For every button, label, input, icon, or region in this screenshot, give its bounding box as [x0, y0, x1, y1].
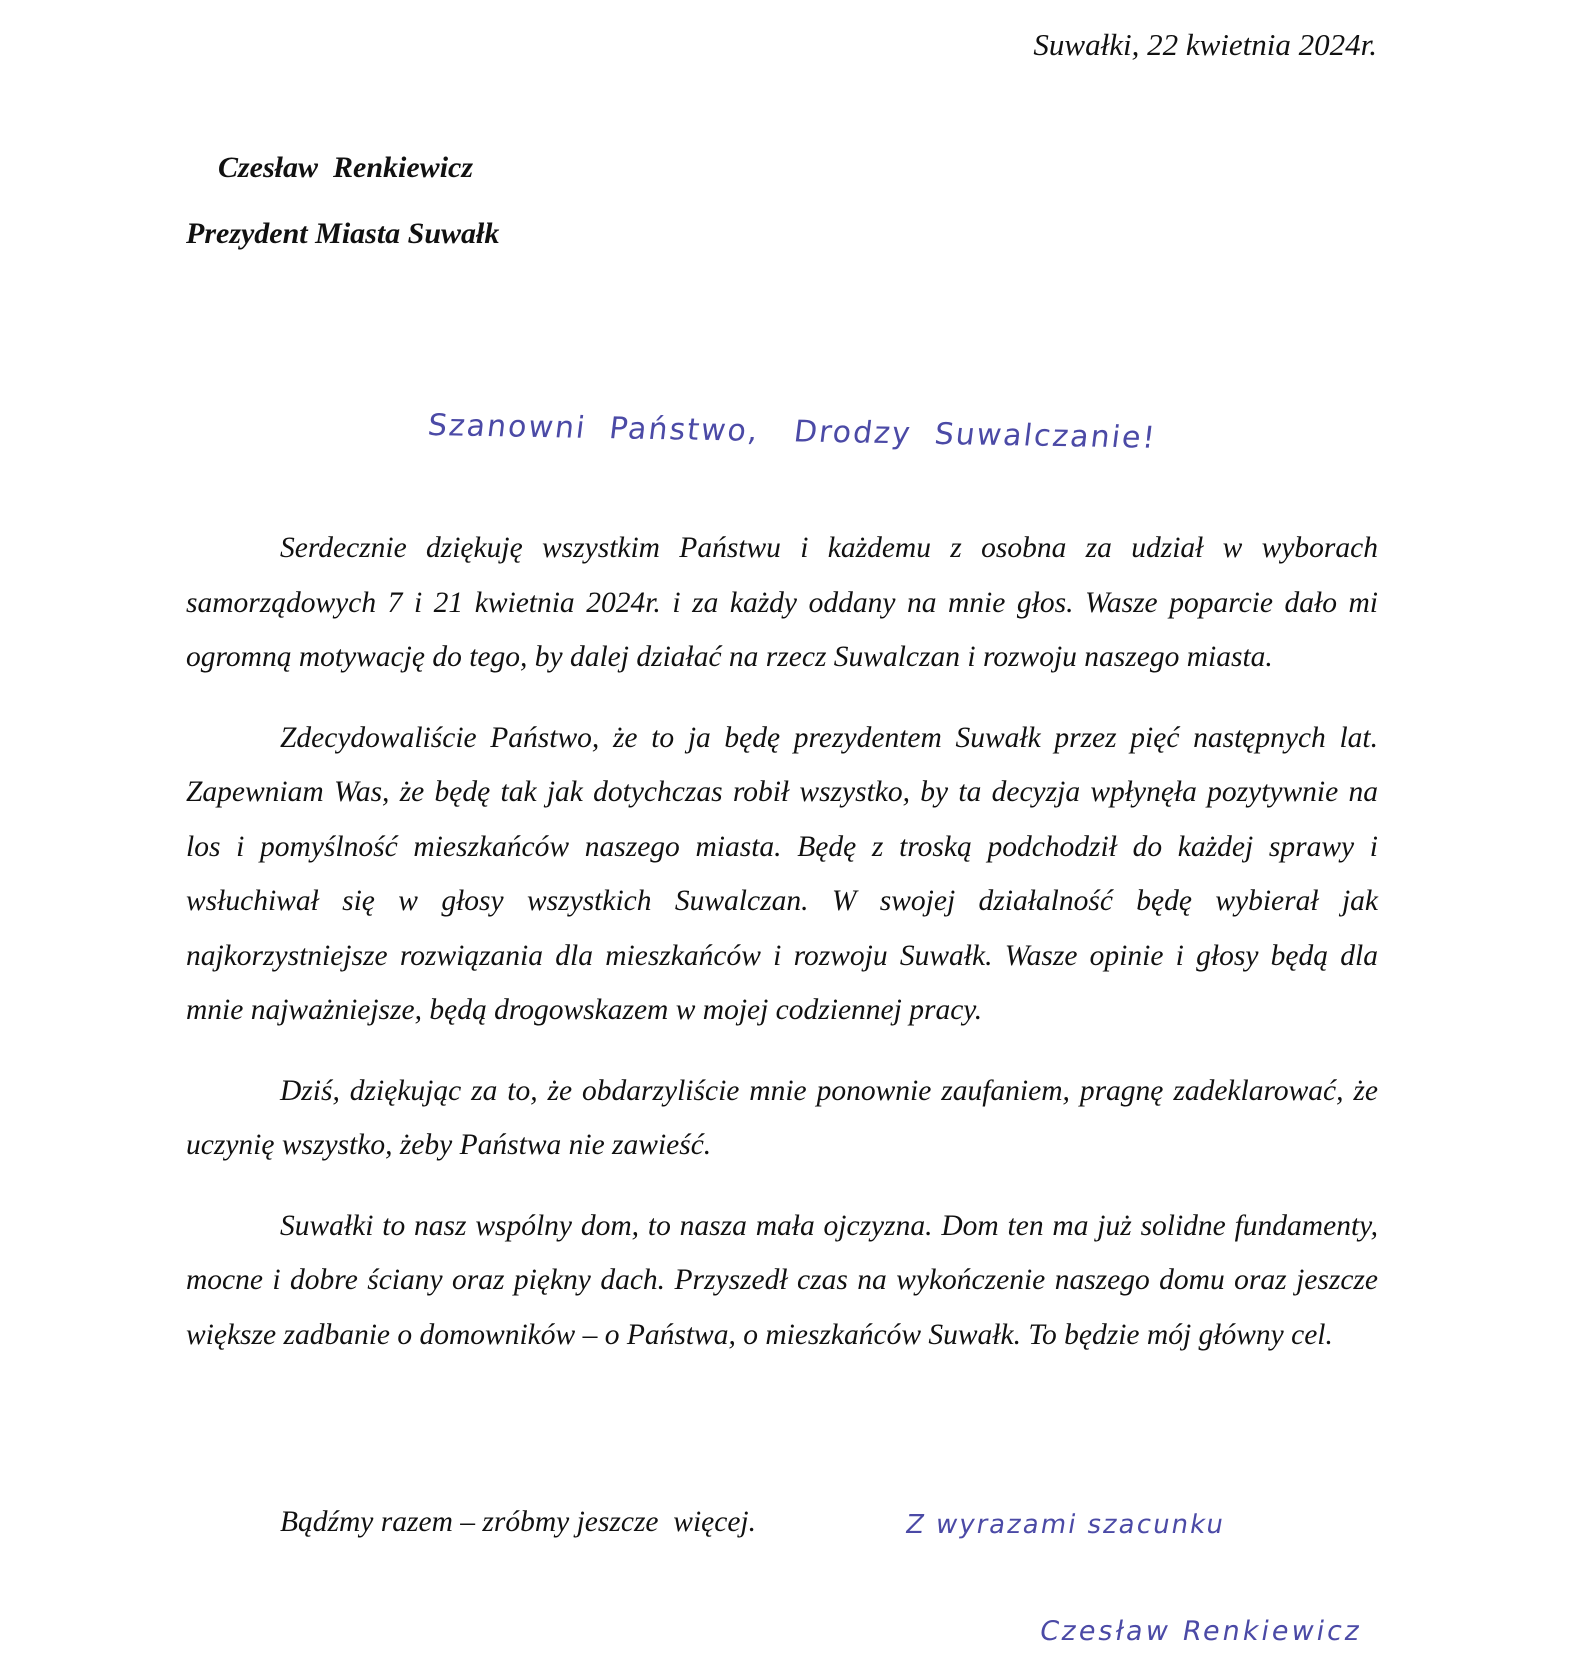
body-paragraph: Zdecydowaliście Państwo, że to ja będę prezydentem Suwałk przez pięć następnych lat. Zapewniam Was, że będę tak jak dotychczas robił wszystko, by ta decyzja wpłynęła pozytywnie na los i pomyślność mieszkańców naszego miasta. Będę z troską podchodził do każdej sprawy i wsłuchiwał się w głosy wszystkich Suwalczan. W swojej działalność będę wybierał jak najkorzystniejsze rozwiązania dla mieszkańców i rozwoju Suwałk. Wasze opinie i głosy będą dla mnie najważniejsze, będą drogowskazem w mojej codziennej pracy. — [186, 721, 1378, 1026]
sender-title-heading: Prezydent Miasta Suwałk — [186, 217, 500, 250]
body-paragraph: Suwałki to nasz wspólny dom, to nasza mała ojczyzna. Dom ten ma już solidne fundamenty, mocne i dobre ściany oraz piękny dach. Przyszedł czas na wykończenie naszego domu oraz jeszcze większe zadbanie o domowników – o Państwa, o mieszkańców Suwałk. To będzie mój główny cel. — [186, 1209, 1378, 1351]
handwritten-signature: Czesław Renkiewicz — [1037, 1616, 1365, 1647]
body-paragraph: Dziś, dziękując za to, że obdarzyliście mnie ponownie zaufaniem, pragnę zadeklarować, że uczynię wszystko, żeby Państwa nie zawieść. — [186, 1074, 1378, 1161]
closing-line: Bądźmy razem – zróbmy jeszcze więcej. — [280, 1506, 757, 1538]
handwritten-regards: Z wyrazami szacunku — [903, 1510, 1228, 1540]
body-paragraph: Serdecznie dziękuję wszystkim Państwu i każdemu z osobna za udział w wyborach samorządowych 7 i 21 kwietnia 2024r. i za każdy oddany na mnie głos. Wasze poparcie dało mi ogromną motywację do tego, by dalej działać na rzecz Suwalczan i rozwoju naszego miasta. — [186, 532, 1378, 673]
handwritten-salutation: Szanowni Państwo, Drodzy Suwalczanie! — [425, 408, 1159, 456]
place-and-date: Suwałki, 22 kwietnia 2024r. — [1033, 27, 1377, 62]
letter-body — [186, 521, 1378, 1388]
sender-name-heading: Czesław Renkiewicz — [218, 151, 474, 184]
